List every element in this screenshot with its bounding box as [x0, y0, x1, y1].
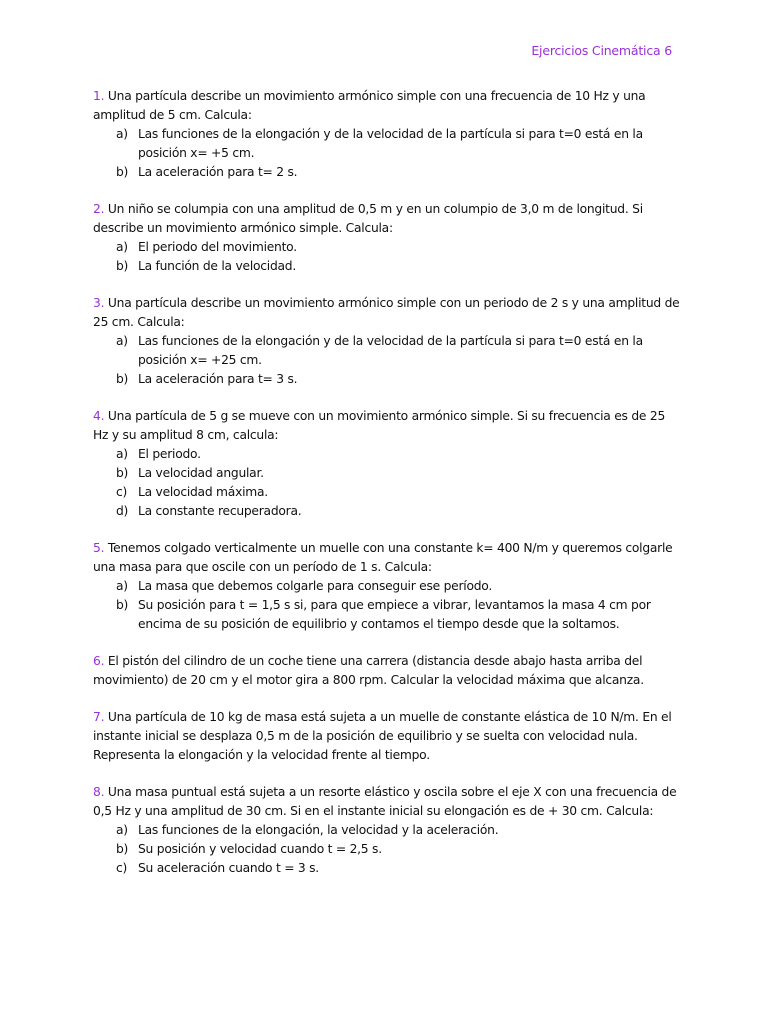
sub-question-text: El periodo. — [138, 447, 201, 461]
sub-question — [93, 483, 681, 502]
exercise-stem — [93, 708, 681, 765]
sub-question — [93, 332, 681, 370]
exercise-number: 2. — [93, 202, 105, 216]
sub-question-letter: a) — [116, 127, 128, 141]
sub-question-letter: c) — [116, 861, 128, 875]
sub-question-list — [93, 238, 681, 276]
page-header-title: Ejercicios Cinemática 6 — [531, 43, 672, 58]
sub-question-letter: b) — [116, 842, 129, 856]
sub-question-list — [93, 821, 681, 878]
sub-question — [93, 445, 681, 464]
sub-question — [93, 163, 681, 182]
exercise-stem — [93, 407, 681, 445]
sub-question-text: Las funciones de la elongación, la velocidad y la aceleración. — [138, 823, 499, 837]
sub-question-letter: d) — [116, 504, 129, 518]
sub-question-text: La aceleración para t= 2 s. — [138, 165, 298, 179]
exercise-stem — [93, 783, 681, 821]
sub-question — [93, 859, 681, 878]
sub-question-letter: a) — [116, 823, 128, 837]
exercise-4 — [93, 407, 681, 521]
exercise-8 — [93, 783, 681, 878]
sub-question — [93, 257, 681, 276]
sub-question-letter: b) — [116, 165, 129, 179]
sub-question-letter: a) — [116, 579, 128, 593]
sub-question-text: La función de la velocidad. — [138, 259, 297, 273]
sub-question-letter: b) — [116, 598, 129, 612]
exercise-6 — [93, 652, 681, 690]
sub-question-text: El periodo del movimiento. — [138, 240, 297, 254]
exercise-number: 3. — [93, 296, 105, 310]
exercise-text: Una partícula describe un movimiento armónico simple con una frecuencia de 10 Hz y una amplitud de 5 cm. Calcula: — [93, 89, 646, 122]
sub-question-list — [93, 332, 681, 389]
exercise-stem — [93, 294, 681, 332]
exercise-number: 7. — [93, 710, 105, 724]
sub-question-text: La constante recuperadora. — [138, 504, 302, 518]
sub-question-text: La velocidad máxima. — [138, 485, 268, 499]
exercise-text: El pistón del cilindro de un coche tiene una carrera (distancia desde abajo hasta arriba del movimiento) de 20 cm y el motor gira a 800 rpm. Calcular la velocidad máxima que alcanza. — [93, 654, 644, 687]
sub-question-text: Las funciones de la elongación y de la velocidad de la partícula si para t=0 está en la posición x= +5 cm. — [138, 127, 643, 160]
exercise-7 — [93, 708, 681, 765]
sub-question-text: Su posición para t = 1,5 s si, para que empiece a vibrar, levantamos la masa 4 cm por encima de su posición de equilibrio y contamos el tiempo desde que la soltamos. — [138, 598, 651, 631]
exercise-1 — [93, 87, 681, 182]
exercise-stem — [93, 539, 681, 577]
sub-question — [93, 238, 681, 257]
sub-question-text: Las funciones de la elongación y de la velocidad de la partícula si para t=0 está en la posición x= +25 cm. — [138, 334, 643, 367]
sub-question — [93, 596, 681, 634]
sub-question-letter: b) — [116, 466, 129, 480]
sub-question — [93, 464, 681, 483]
exercise-3 — [93, 294, 681, 389]
exercise-list — [93, 87, 681, 896]
sub-question-list — [93, 577, 681, 634]
sub-question-letter: a) — [116, 240, 128, 254]
exercise-5 — [93, 539, 681, 634]
sub-question-text: La masa que debemos colgarle para conseguir ese período. — [138, 579, 492, 593]
sub-question — [93, 577, 681, 596]
exercise-2 — [93, 200, 681, 276]
sub-question-letter: b) — [116, 372, 129, 386]
sub-question-list — [93, 125, 681, 182]
exercise-number: 8. — [93, 785, 105, 799]
sub-question — [93, 370, 681, 389]
exercise-number: 6. — [93, 654, 105, 668]
sub-question-letter: b) — [116, 259, 129, 273]
sub-question — [93, 821, 681, 840]
exercise-number: 4. — [93, 409, 105, 423]
exercise-text: Una partícula describe un movimiento armónico simple con un periodo de 2 s y una amplitud de 25 cm. Calcula: — [93, 296, 680, 329]
sub-question-text: Su aceleración cuando t = 3 s. — [138, 861, 319, 875]
sub-question-list — [93, 445, 681, 521]
sub-question-letter: c) — [116, 485, 128, 499]
sub-question-letter: a) — [116, 447, 128, 461]
exercise-text: Una masa puntual está sujeta a un resorte elástico y oscila sobre el eje X con una frecuencia de 0,5 Hz y una amplitud de 30 cm. Si en el instante inicial su elongación es de + 30 cm. Calcula: — [93, 785, 677, 818]
exercise-text: Una partícula de 10 kg de masa está sujeta a un muelle de constante elástica de 10 N/m. En el instante inicial se desplaza 0,5 m de la posición de equilibrio y se suelta con velocidad nula. Representa la elongación y la velocidad frente al tiempo. — [93, 710, 672, 762]
exercise-number: 1. — [93, 89, 105, 103]
exercise-stem — [93, 652, 681, 690]
exercise-text: Tenemos colgado verticalmente un muelle con una constante k= 400 N/m y queremos colgarle una masa para que oscile con un período de 1 s. Calcula: — [93, 541, 673, 574]
exercise-stem — [93, 87, 681, 125]
exercise-text: Un niño se columpia con una amplitud de 0,5 m y en un columpio de 3,0 m de longitud. Si describe un movimiento armónico simple. Calcula: — [93, 202, 643, 235]
sub-question-text: La aceleración para t= 3 s. — [138, 372, 298, 386]
sub-question-text: La velocidad angular. — [138, 466, 264, 480]
exercise-number: 5. — [93, 541, 105, 555]
sub-question — [93, 502, 681, 521]
exercise-text: Una partícula de 5 g se mueve con un movimiento armónico simple. Si su frecuencia es de 25 Hz y su amplitud 8 cm, calcula: — [93, 409, 666, 442]
exercise-stem — [93, 200, 681, 238]
sub-question-letter: a) — [116, 334, 128, 348]
sub-question — [93, 840, 681, 859]
sub-question-text: Su posición y velocidad cuando t = 2,5 s. — [138, 842, 382, 856]
sub-question — [93, 125, 681, 163]
